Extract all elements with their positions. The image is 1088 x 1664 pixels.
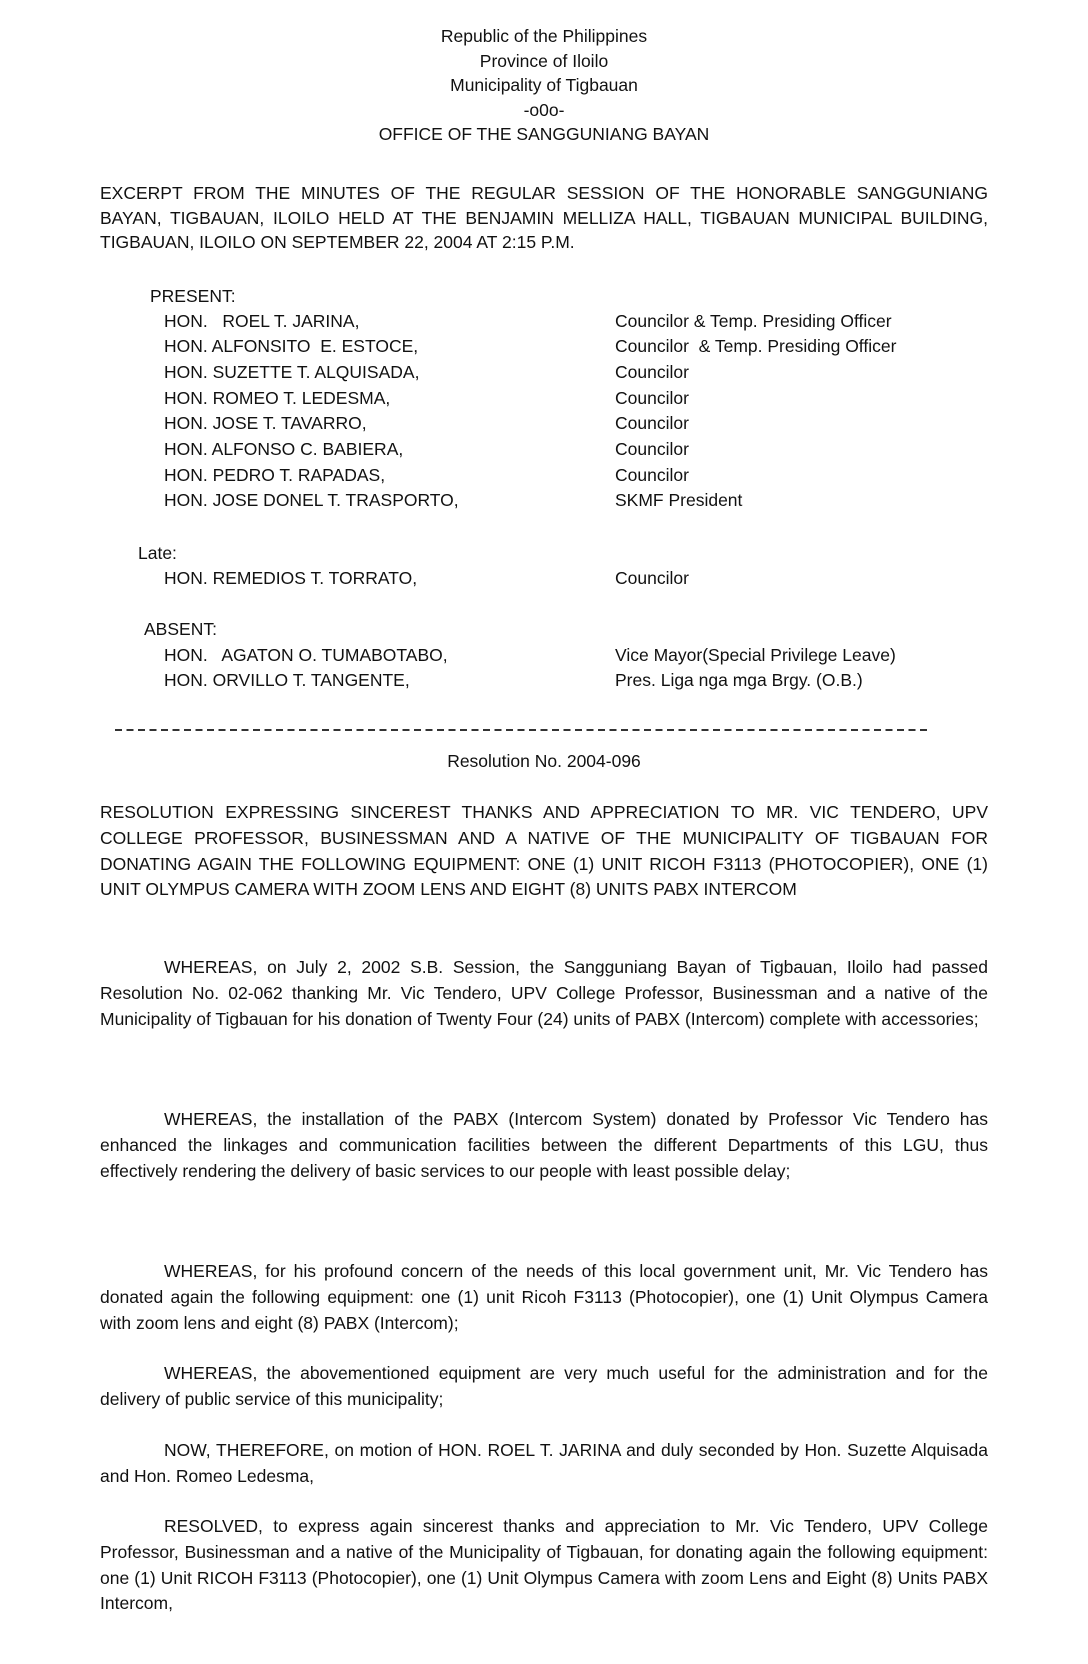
header-separator: -o0o- bbox=[523, 99, 565, 120]
resolution-number: Resolution No. 2004-096 bbox=[447, 751, 641, 771]
attendee-position: Councilor bbox=[615, 362, 689, 382]
whereas-paragraph-4: WHEREAS, the abovementioned equipment are very much useful for the administration and for the delivery of public service of this municipality; bbox=[100, 1363, 988, 1409]
now-therefore-paragraph: NOW, THEREFORE, on motion of HON. ROEL T. JARINA and duly seconded by Hon. Suzette Alquisada and Hon. Romeo Ledesma, bbox=[100, 1440, 988, 1486]
excerpt-heading: EXCERPT FROM THE MINUTES OF THE REGULAR SESSION OF THE HONORABLE SANGGUNIANG BAYAN, TIGBAUAN, ILOILO HELD AT THE BENJAMIN MELLIZA HALL, TIGBAUAN MUNICIPAL BUILDING, TIGBAUAN, ILOILO ON SEPTEMBER 22, 2004 AT 2:15 P.M. bbox=[100, 183, 988, 252]
dashed-divider bbox=[115, 729, 930, 731]
whereas-paragraph-3: WHEREAS, for his profound concern of the needs of this local government unit, Mr. Vic Tendero has donated again the following equipment: one (1) unit Ricoh F3113 (Photocopier), one (1) Unit Olympus Camera with zoom lens and eight (8) PABX (Intercom); bbox=[100, 1261, 988, 1333]
attendee-name: HON. REMEDIOS T. TORRATO, bbox=[164, 568, 418, 588]
absent-label: ABSENT: bbox=[144, 619, 217, 639]
resolution-title: RESOLUTION EXPRESSING SINCEREST THANKS AND APPRECIATION TO MR. VIC TENDERO, UPV COLLEGE PROFESSOR, BUSINESSMAN AND A NATIVE OF THE MUNICIPALITY OF TIGBAUAN FOR DONATING AGAIN THE FOLLOWING EQUIPMENT: ONE (1) UNIT RICOH F3113 (PHOTOCOPIER), ONE (1) UNIT OLYMPUS CAMERA WITH ZOOM LENS AND EIGHT (8) UNITS PABX INTERCOM bbox=[100, 802, 988, 900]
attendee-position: Pres. Liga nga mga Brgy. (O.B.) bbox=[615, 670, 863, 690]
attendee-name: HON. ALFONSO C. BABIERA, bbox=[164, 439, 404, 459]
attendee-name: HON. ALFONSITO E. ESTOCE, bbox=[164, 336, 419, 356]
present-label: PRESENT: bbox=[150, 286, 236, 306]
attendee-name: HON. ROMEO T. LEDESMA, bbox=[164, 388, 391, 408]
attendee-name: HON. ORVILLO T. TANGENTE, bbox=[164, 670, 410, 690]
attendee-position: Councilor bbox=[615, 568, 689, 588]
late-label: Late: bbox=[138, 543, 177, 563]
attendee-name: HON. JOSE DONEL T. TRASPORTO, bbox=[164, 490, 459, 510]
whereas-paragraph-1: WHEREAS, on July 2, 2002 S.B. Session, the Sangguniang Bayan of Tigbauan, Iloilo had passed Resolution No. 02-062 thanking Mr. Vic Tendero, UPV College Professor, Businessman and a native of the Municipality of Tigbauan for his donation of Twenty Four (24) units of PABX (Intercom) complete with accessories; bbox=[100, 957, 988, 1029]
attendee-position: Vice Mayor(Special Privilege Leave) bbox=[615, 645, 896, 665]
attendee-position: SKMF President bbox=[615, 490, 743, 510]
attendee-position: Councilor bbox=[615, 413, 689, 433]
attendee-name: HON. JOSE T. TAVARRO, bbox=[164, 413, 367, 433]
header-office: OFFICE OF THE SANGGUNIANG BAYAN bbox=[378, 124, 710, 144]
attendee-name: HON. PEDRO T. RAPADAS, bbox=[164, 465, 386, 485]
header-municipality: Municipality of Tigbauan bbox=[450, 75, 638, 95]
attendee-name: HON. SUZETTE T. ALQUISADA, bbox=[164, 362, 420, 382]
attendee-position: Councilor & Temp. Presiding Officer bbox=[615, 336, 897, 356]
resolved-paragraph: RESOLVED, to express again sincerest thanks and appreciation to Mr. Vic Tendero, UPV College Professor, Businessman and a native of the Municipality of Tigbauan, for donating again the following equipment: one (1) Unit RICOH F3113 (Photocopier), one (1) Unit Olympus Camera with zoom Lens and Eight (8) Units PABX Intercom, bbox=[100, 1516, 988, 1614]
letterhead bbox=[0, 24, 1088, 147]
attendee-position: Councilor & Temp. Presiding Officer bbox=[615, 311, 892, 331]
attendee-position: Councilor bbox=[615, 465, 689, 485]
attendee-position: Councilor bbox=[615, 388, 689, 408]
header-province: Province of Iloilo bbox=[479, 50, 609, 71]
attendee-name: HON. AGATON O. TUMABOTABO, bbox=[164, 645, 448, 665]
attendee-position: Councilor bbox=[615, 439, 689, 459]
whereas-paragraph-2: WHEREAS, the installation of the PABX (Intercom System) donated by Professor Vic Tendero has enhanced the linkages and communication facilities between the different Departments of this LGU, thus effectively rendering the delivery of basic services to our people with least possible delay; bbox=[100, 1109, 988, 1181]
attendee-name: HON. ROEL T. JARINA, bbox=[164, 311, 360, 331]
header-republic: Republic of the Philippines bbox=[440, 26, 648, 46]
